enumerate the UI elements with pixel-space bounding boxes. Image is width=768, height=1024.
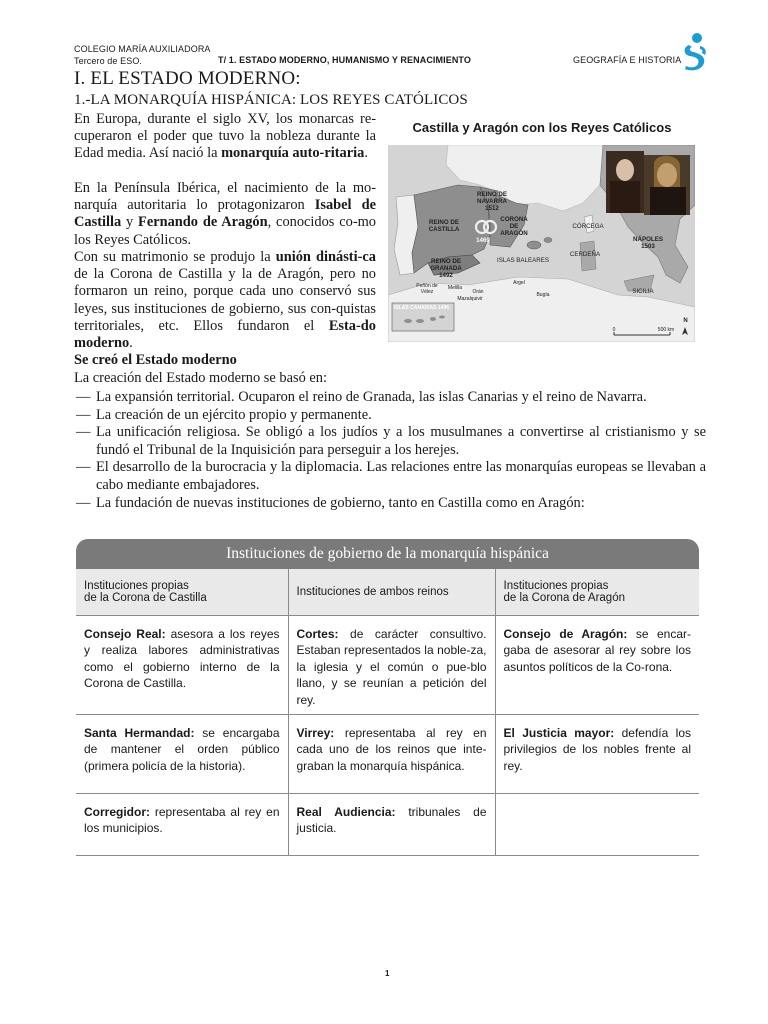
page-number: 1 <box>385 969 390 978</box>
table-cell <box>495 715 699 794</box>
list-intro: La creación del Estado moderno se basó en: <box>74 370 327 386</box>
paragraph-union-dinastica <box>74 249 376 352</box>
list-item-text: La fundación de nuevas instituciones de gobierno, tanto en Castilla como en Aragón: <box>96 494 585 511</box>
label-castilla: REINO DE CASTILLA <box>428 219 460 233</box>
label-mazalquivir: Mazalquivir <box>457 296 483 302</box>
cell-text: asesora a los reyes y realiza labores administrativas como el gobierno interno de la Corona de Castilla. <box>84 627 280 691</box>
cell-term: Consejo de Aragón: <box>503 627 628 641</box>
label-canarias: ISLAS CANARIAS 1496 <box>394 305 450 311</box>
scale-zero: 0 <box>612 327 616 333</box>
table-row <box>76 715 699 794</box>
label-cerdena: CERDEÑA <box>569 251 601 258</box>
north-arrow-label: N <box>683 318 688 324</box>
table-cell <box>76 794 288 856</box>
text: REINO DE NAVARRA <box>476 191 508 205</box>
unit-title: T/ 1. ESTADO MODERNO, HUMANISMO Y RENACIMIENTO <box>218 55 471 65</box>
cell-term: Real Audiencia: <box>296 805 396 820</box>
cell-term: Cortes: <box>296 627 339 641</box>
header-line: Instituciones propias <box>503 580 609 592</box>
label-union-year: 1469 <box>476 237 490 244</box>
label-granada <box>426 258 466 279</box>
text: , conocidos co-mo los Reyes Católicos. <box>74 214 376 248</box>
paragraph-monarquia-autoritaria <box>74 111 376 163</box>
table-cell <box>495 616 699 715</box>
table-cell <box>76 616 288 715</box>
header-line: de la Corona de Castilla <box>84 592 207 604</box>
label-baleares: ISLAS BALEARES <box>497 257 549 264</box>
text: de la Corona de Castilla y la de Aragón, pero no formaron un reino, porque cada uno conservó sus leyes, sus instituciones de gobierno, sus con-quistas territoriales, etc. Ellos fundaron el <box>74 266 376 334</box>
list-item <box>74 407 706 425</box>
label-aragon: CORONA DE ARAGÓN <box>500 216 528 237</box>
cell-text: tribunales de justicia. <box>296 805 487 836</box>
text: y <box>121 214 139 231</box>
text: . <box>129 335 133 352</box>
course-name: Tercero de ESO. <box>74 56 143 66</box>
bold-term: Esta-do moderno <box>74 317 376 352</box>
historical-map <box>388 145 695 342</box>
list-item <box>74 424 706 459</box>
cell-term: El Justicia mayor: <box>503 726 615 741</box>
cell-text: se encargaba de mantener el orden público (primera policía de la historia). <box>84 726 280 773</box>
list-item-text: El desarrollo de la burocracia y la diplomacia. Las relaciones entre las monarquías europeas se llevaban a cabo mediante embajadores. <box>96 459 706 493</box>
header-school-block <box>74 43 211 67</box>
table-cell <box>288 794 495 856</box>
year: 1503 <box>641 243 655 250</box>
label-corcega: CÓRCEGA <box>572 223 604 230</box>
year: 1492 <box>439 272 453 279</box>
label-argel: Argel <box>513 280 525 286</box>
list-dash: — <box>76 389 91 405</box>
scale-km: 500 km <box>657 327 675 333</box>
cell-term: Virrey: <box>296 726 335 741</box>
bold-term: monarquía auto-ritaria <box>221 145 365 162</box>
year: 1512 <box>485 205 499 212</box>
column-header-aragon <box>495 569 699 616</box>
text: En la Península Ibérica, el nacimiento de la mo-narquía autoritaria lo protagonizaron <box>74 180 376 214</box>
list-item <box>74 389 706 407</box>
label-melilla: Melilla <box>447 285 463 291</box>
list-item <box>74 459 706 494</box>
list-item-text: La expansión territorial. Ocuparon el reino de Granada, las islas Canarias y el reino de Navarra. <box>96 389 647 405</box>
cell-term: Corregidor: <box>84 805 150 820</box>
section-heading: Se creó el Estado moderno <box>74 352 237 368</box>
institutions-table <box>76 569 699 856</box>
cell-text: se encar-gaba de asesorar al rey sobre los asuntos políticos de la Co-rona. <box>503 627 692 674</box>
cell-term: Consejo Real: <box>84 627 166 641</box>
text: En Europa, durante el siglo XV, los monarcas re-cuperaron el poder que tuvo la nobleza durante la Edad media. Así nació la <box>74 111 376 162</box>
subject-name: GEOGRAFÍA E HISTORIA <box>573 55 682 65</box>
map-title: Castilla y Aragón con los Reyes Católicos <box>412 120 672 135</box>
table-cell <box>288 715 495 794</box>
label-sicilia: SICILIA <box>632 288 654 295</box>
table-row <box>76 794 699 856</box>
list-item <box>74 495 706 513</box>
school-name: COLEGIO MARÍA AUXILIADORA <box>74 44 211 54</box>
label-oran: Orán <box>472 289 484 295</box>
table-row <box>76 616 699 715</box>
section-subtitle: 1.-LA MONARQUÍA HISPÁNICA: LOS REYES CATÓLICOS <box>74 92 468 108</box>
paragraph-reyes-catolicos <box>74 180 376 249</box>
header-line: de la Corona de Aragón <box>503 592 625 604</box>
list-dash: — <box>76 424 91 441</box>
column-header-castilla <box>76 569 288 616</box>
header-line: Instituciones propias <box>84 580 189 592</box>
label-navarra <box>472 191 512 212</box>
bold-term: Fernando de Aragón <box>138 214 268 231</box>
table-cell <box>495 794 699 856</box>
list-item-text: La unificación religiosa. Se obligó a los judíos y a los musulmanes a convertirse al cristianismo y se fundó el Tribunal de la Inquisición para perseguir a los herejes. <box>96 424 706 458</box>
cell-text: representaba al rey en los municipios. <box>84 805 280 836</box>
label-penon: Peñón de Vélez <box>416 283 438 295</box>
table-cell <box>76 715 288 794</box>
bold-term: unión dinásti-ca <box>275 249 376 265</box>
text: REINO DE GRANADA <box>430 258 462 272</box>
cell-text: de carácter consultivo. Estaban representados la noble-za, la iglesia y el común o pue-blo llano, y se reunían a petición del rey. <box>296 627 487 707</box>
label-bugia: Bugía <box>536 292 550 298</box>
school-logo-icon <box>680 31 710 71</box>
page-title: I. EL ESTADO MODERNO: <box>74 68 301 89</box>
text: Con su matrimonio se produjo la <box>74 249 276 265</box>
text: . <box>364 145 368 162</box>
list-dash: — <box>76 406 91 423</box>
table-cell <box>288 616 495 715</box>
header-line: Instituciones de ambos reinos <box>296 586 449 598</box>
list-item-text: La creación de un ejército propio y permanente. <box>96 406 372 423</box>
table-header-row <box>76 569 699 616</box>
cell-term: Santa Hermandad: <box>84 726 195 741</box>
list-dash: — <box>76 459 91 476</box>
table-title: Instituciones de gobierno de la monarquía hispánica <box>76 539 699 569</box>
label-napoles <box>628 236 668 250</box>
column-header-ambos <box>288 569 495 616</box>
cell-text: defendía los privilegios de los nobles frente al rey. <box>503 726 691 773</box>
cell-text: representaba al rey en cada uno de los reinos que inte-graban la monarquía hispánica. <box>296 726 487 773</box>
text: NÁPOLES <box>633 236 663 243</box>
bold-term: Isabel de Castilla <box>74 197 376 231</box>
foundation-list <box>74 389 706 512</box>
list-dash: — <box>76 494 91 511</box>
